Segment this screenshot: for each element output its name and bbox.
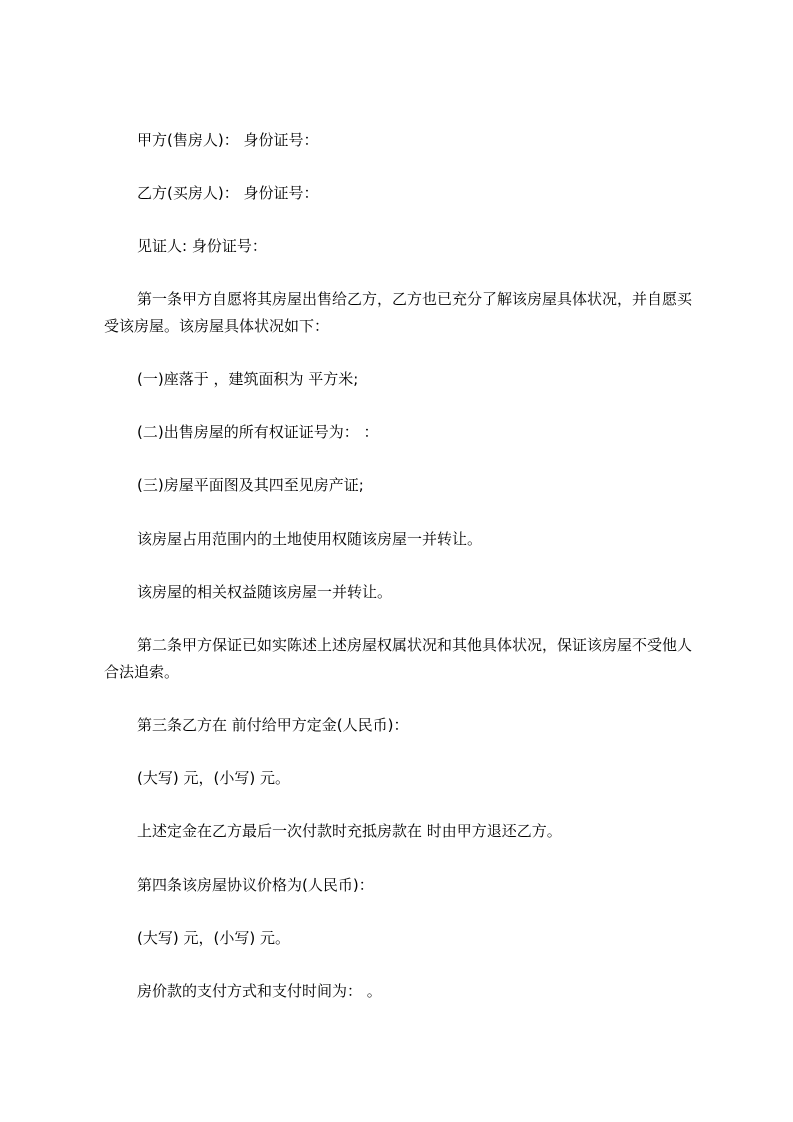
party-a-line: 甲方(售房人)： 身份证号： — [137, 131, 319, 149]
article-2: 第二条甲方保证已如实陈述上述房屋权属状况和其他具体状况，保证该房屋不受他人合法追索。 — [104, 636, 693, 681]
item-3-floorplan: (三)房屋平面图及其四至见房产证; — [137, 476, 364, 494]
witness-line: 见证人: 身份证号： — [137, 237, 267, 255]
deposit-clause: 上述定金在乙方最后一次付款时充抵房款在 时由甲方退还乙方。 — [137, 822, 562, 840]
rights-clause: 该房屋的相关权益随该房屋一并转让。 — [137, 583, 393, 601]
article-4: 第四条该房屋协议价格为(人民币)： — [137, 876, 374, 894]
item-2-certificate: (二)出售房屋的所有权证证号为： ： — [137, 423, 379, 441]
payment-method: 房价款的支付方式和支付时间为： 。 — [137, 982, 382, 1000]
party-b-line: 乙方(买房人)： 身份证号： — [137, 184, 319, 202]
article-1: 第一条甲方自愿将其房屋出售给乙方，乙方也已充分了解该房屋具体状况，并自愿买受该房屋。该房屋具体状况如下： — [104, 290, 693, 335]
deposit-amount: (大写) 元，(小写) 元。 — [137, 769, 290, 787]
price-amount: (大写) 元，(小写) 元。 — [137, 929, 290, 947]
article-3: 第三条乙方在 前付给甲方定金(人民币)： — [137, 716, 409, 734]
land-use-clause: 该房屋占用范围内的土地使用权随该房屋一并转让。 — [137, 530, 483, 548]
item-1-location: (一)座落于 ，建筑面积为 平方米; — [137, 370, 359, 388]
